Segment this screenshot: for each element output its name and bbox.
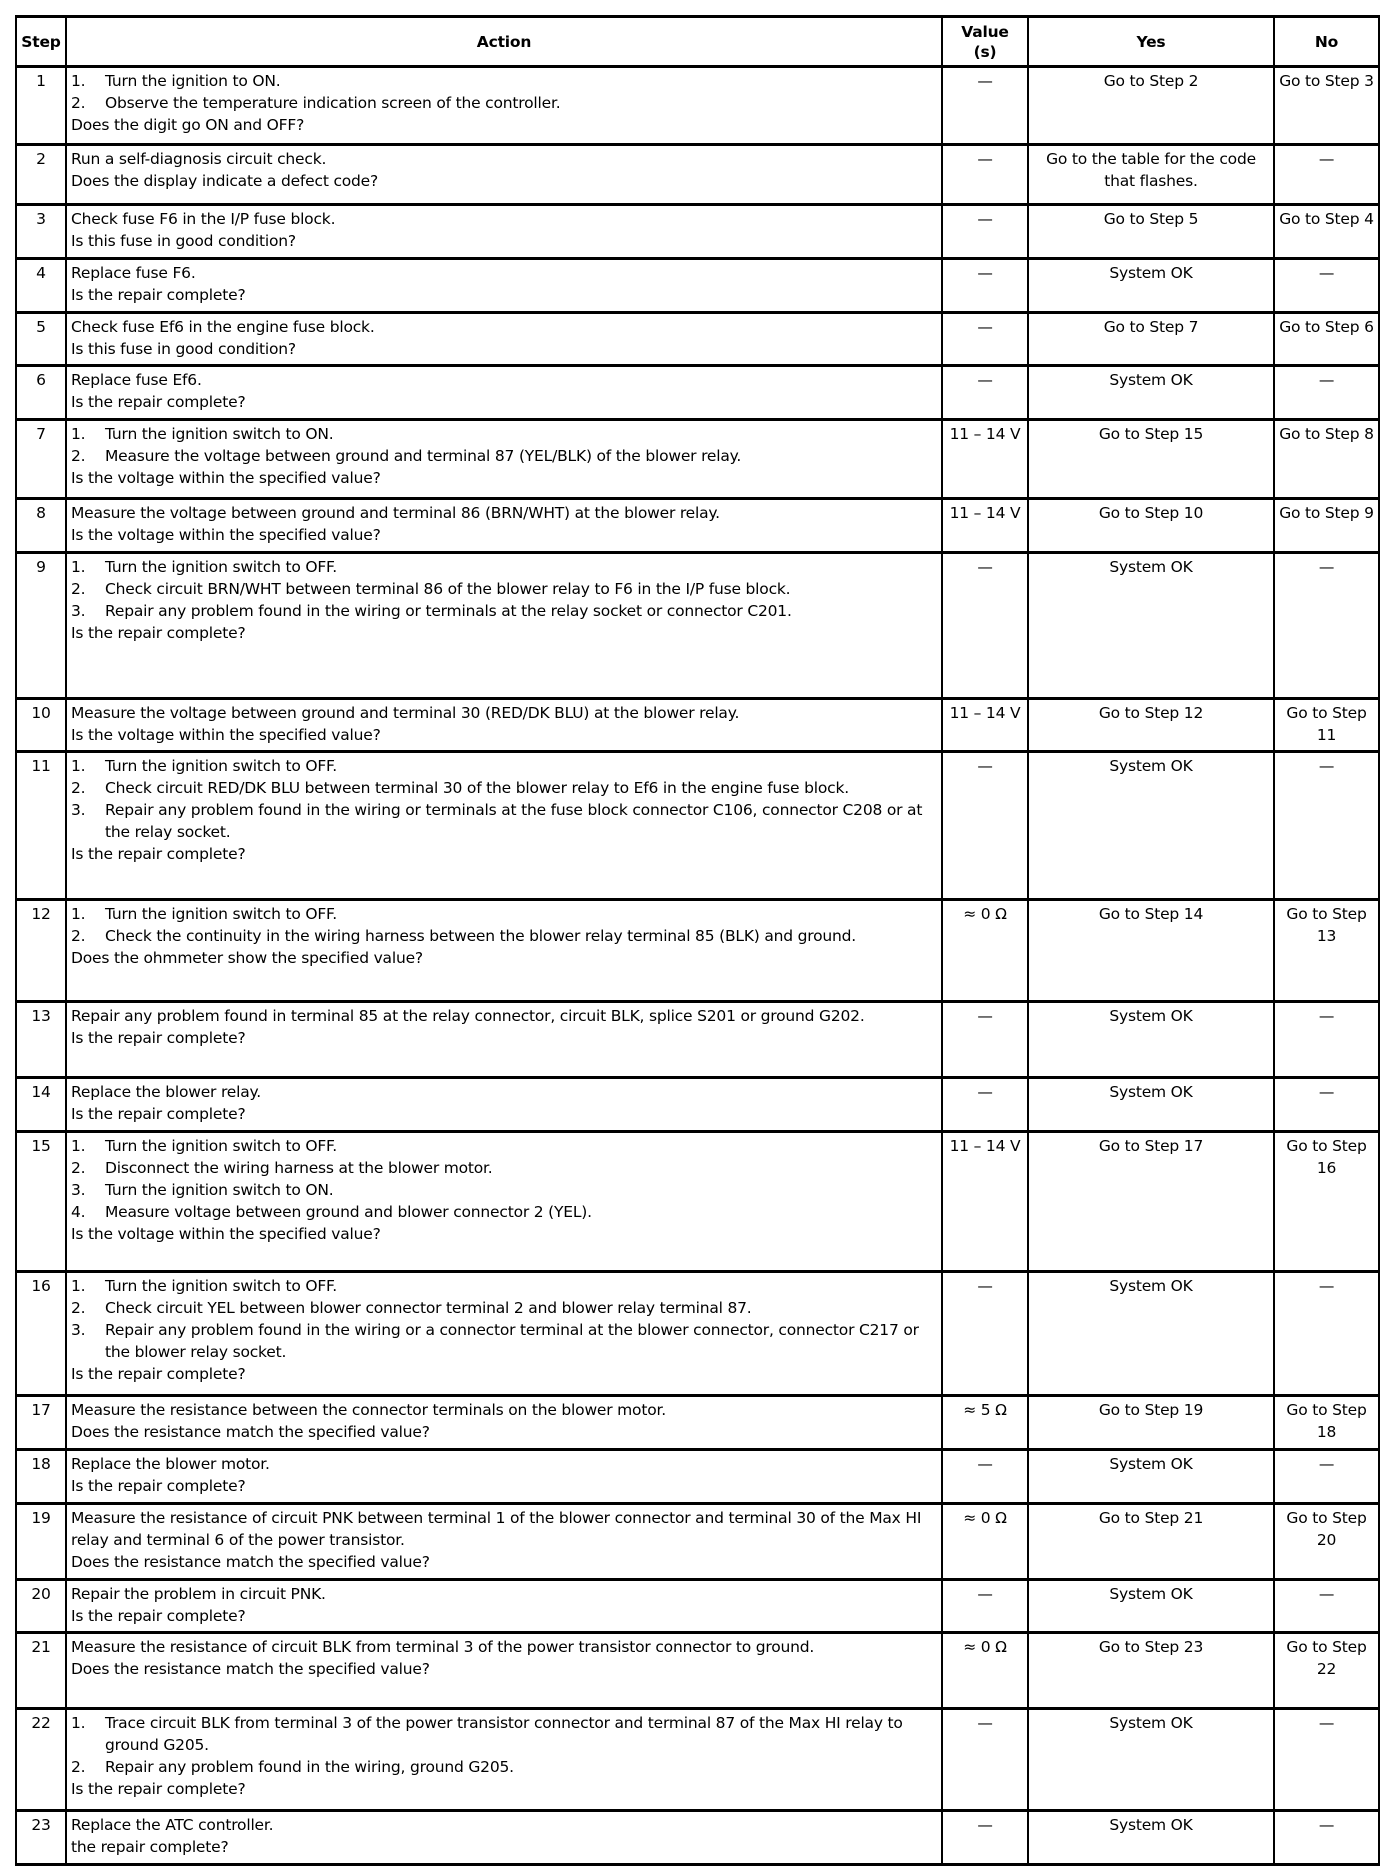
table-row: [16, 1132, 1379, 1272]
table-row: [16, 1633, 1379, 1709]
step-number: 3: [16, 205, 66, 259]
step-number: 7: [16, 420, 66, 499]
action-line: [71, 600, 937, 622]
list-text: Observe the temperature indication screen of the controller.: [105, 94, 561, 112]
yes-cell: Go to the table for the code that flashes.: [1028, 145, 1274, 205]
yes-cell: Go to Step 15: [1028, 420, 1274, 499]
value-cell: ≈ 0 Ω: [942, 1504, 1028, 1580]
no-cell: Go to Step 22: [1274, 1633, 1379, 1709]
table-row: [16, 900, 1379, 1002]
action-line: Is the repair complete?: [71, 624, 246, 642]
step-number: 20: [16, 1580, 66, 1633]
no-cell: —: [1274, 366, 1379, 420]
action-line: [71, 92, 937, 114]
action-line: [71, 925, 937, 947]
value-cell: ≈ 0 Ω: [942, 1633, 1028, 1709]
step-number: 5: [16, 313, 66, 366]
list-text: Check circuit BRN/WHT between terminal 86 of the blower relay to F6 in the I/P fuse block.: [105, 580, 791, 598]
step-number: 6: [16, 366, 66, 420]
step-number: 22: [16, 1709, 66, 1811]
action-cell: [66, 1002, 942, 1078]
value-cell: —: [942, 1078, 1028, 1132]
no-cell: —: [1274, 752, 1379, 900]
action-line: Does the display indicate a defect code?: [71, 172, 379, 190]
action-line: [71, 1756, 937, 1778]
table-row: [16, 1002, 1379, 1078]
action-line: [71, 445, 937, 467]
step-number: 10: [16, 699, 66, 752]
yes-cell: Go to Step 17: [1028, 1132, 1274, 1272]
table-row: [16, 553, 1379, 699]
table-row: [16, 313, 1379, 366]
yes-cell: System OK: [1028, 1002, 1274, 1078]
value-cell: —: [942, 752, 1028, 900]
action-line: [71, 799, 937, 843]
action-line: [71, 70, 937, 92]
action-cell: [66, 1811, 942, 1865]
action-cell: [66, 1580, 942, 1633]
list-number: 2.: [71, 447, 86, 465]
list-number: 3.: [71, 602, 86, 620]
list-number: 4.: [71, 1203, 86, 1221]
list-text: Repair any problem found in the wiring, ground G205.: [105, 1758, 514, 1776]
table-row: [16, 1811, 1379, 1865]
yes-cell: System OK: [1028, 1272, 1274, 1396]
list-number: 2.: [71, 927, 86, 945]
no-cell: —: [1274, 259, 1379, 313]
action-line: Measure the voltage between ground and terminal 30 (RED/DK BLU) at the blower relay.: [71, 704, 740, 722]
action-cell: [66, 205, 942, 259]
action-line: Replace fuse Ef6.: [71, 371, 202, 389]
step-number: 15: [16, 1132, 66, 1272]
step-number: 9: [16, 553, 66, 699]
table-row: [16, 259, 1379, 313]
action-line: [71, 1275, 937, 1297]
action-line: [71, 755, 937, 777]
header-action: Action: [66, 17, 942, 67]
value-cell: —: [942, 259, 1028, 313]
action-line: Is the repair complete?: [71, 1607, 246, 1625]
yes-cell: Go to Step 5: [1028, 205, 1274, 259]
value-cell: 11 – 14 V: [942, 499, 1028, 553]
value-cell: —: [942, 313, 1028, 366]
action-line: [71, 1319, 937, 1363]
no-cell: —: [1274, 1811, 1379, 1865]
yes-cell: System OK: [1028, 752, 1274, 900]
list-text: Measure the voltage between ground and terminal 87 (YEL/BLK) of the blower relay.: [105, 447, 742, 465]
yes-cell: Go to Step 7: [1028, 313, 1274, 366]
no-cell: —: [1274, 1580, 1379, 1633]
yes-cell: Go to Step 21: [1028, 1504, 1274, 1580]
action-line: Is the repair complete?: [71, 1477, 246, 1495]
no-cell: —: [1274, 553, 1379, 699]
list-number: 2.: [71, 1159, 86, 1177]
action-cell: [66, 752, 942, 900]
value-cell: ≈ 0 Ω: [942, 900, 1028, 1002]
no-cell: —: [1274, 1078, 1379, 1132]
table-row: [16, 67, 1379, 145]
action-line: Is the repair complete?: [71, 1105, 246, 1123]
list-text: Repair any problem found in the wiring or terminals at the relay socket or connector C201.: [105, 602, 792, 620]
list-text: Turn the ignition to ON.: [105, 72, 281, 90]
action-cell: [66, 900, 942, 1002]
action-line: Check fuse F6 in the I/P fuse block.: [71, 210, 336, 228]
list-text: Turn the ignition switch to ON.: [105, 425, 334, 443]
value-cell: ≈ 5 Ω: [942, 1396, 1028, 1450]
list-number: 3.: [71, 1321, 86, 1339]
table-row: [16, 420, 1379, 499]
list-number: 1.: [71, 757, 86, 775]
header-value: Value (s): [942, 17, 1028, 67]
table-row: [16, 366, 1379, 420]
action-line: [71, 1297, 937, 1319]
value-cell: —: [942, 145, 1028, 205]
action-line: [71, 423, 937, 445]
step-number: 1: [16, 67, 66, 145]
value-cell: 11 – 14 V: [942, 699, 1028, 752]
action-cell: [66, 313, 942, 366]
step-number: 17: [16, 1396, 66, 1450]
no-cell: Go to Step 8: [1274, 420, 1379, 499]
table-row: [16, 1078, 1379, 1132]
list-number: 1.: [71, 905, 86, 923]
step-number: 21: [16, 1633, 66, 1709]
list-text: Turn the ignition switch to OFF.: [105, 558, 338, 576]
action-line: Does the digit go ON and OFF?: [71, 116, 305, 134]
list-number: 1.: [71, 558, 86, 576]
no-cell: Go to Step 3: [1274, 67, 1379, 145]
action-cell: [66, 499, 942, 553]
step-number: 2: [16, 145, 66, 205]
action-line: Is the repair complete?: [71, 1365, 246, 1383]
list-number: 3.: [71, 801, 86, 819]
action-line: Is the repair complete?: [71, 1029, 246, 1047]
no-cell: —: [1274, 1450, 1379, 1504]
yes-cell: Go to Step 23: [1028, 1633, 1274, 1709]
action-line: [71, 1712, 937, 1756]
action-line: the repair complete?: [71, 1838, 229, 1856]
yes-cell: System OK: [1028, 1811, 1274, 1865]
action-cell: [66, 1132, 942, 1272]
action-cell: [66, 699, 942, 752]
step-number: 13: [16, 1002, 66, 1078]
no-cell: Go to Step 6: [1274, 313, 1379, 366]
table-row: [16, 1450, 1379, 1504]
action-line: Replace the blower motor.: [71, 1455, 270, 1473]
list-text: Repair any problem found in the wiring or terminals at the fuse block connector C106, connector C208 or at the relay socket.: [105, 801, 923, 841]
list-number: 2.: [71, 1758, 86, 1776]
list-text: Check circuit RED/DK BLU between terminal 30 of the blower relay to Ef6 in the engine fuse block.: [105, 779, 849, 797]
action-line: Does the resistance match the specified value?: [71, 1423, 430, 1441]
list-text: Turn the ignition switch to OFF.: [105, 757, 338, 775]
value-cell: —: [942, 366, 1028, 420]
list-number: 3.: [71, 1181, 86, 1199]
header-row: [16, 17, 1379, 67]
list-number: 2.: [71, 94, 86, 112]
yes-cell: System OK: [1028, 1580, 1274, 1633]
list-number: 1.: [71, 72, 86, 90]
list-text: Turn the ignition switch to ON.: [105, 1181, 334, 1199]
table-row: [16, 1709, 1379, 1811]
no-cell: Go to Step 9: [1274, 499, 1379, 553]
action-line: Replace fuse F6.: [71, 264, 196, 282]
no-cell: Go to Step 16: [1274, 1132, 1379, 1272]
step-number: 23: [16, 1811, 66, 1865]
action-line: Measure the resistance of circuit BLK from terminal 3 of the power transistor connector to ground.: [71, 1638, 815, 1656]
action-line: Is the repair complete?: [71, 286, 246, 304]
value-cell: 11 – 14 V: [942, 420, 1028, 499]
action-line: Is this fuse in good condition?: [71, 340, 296, 358]
header-yes: Yes: [1028, 17, 1274, 67]
list-text: Check circuit YEL between blower connector terminal 2 and blower relay terminal 87.: [105, 1299, 752, 1317]
value-cell: —: [942, 1002, 1028, 1078]
no-cell: Go to Step 4: [1274, 205, 1379, 259]
step-number: 11: [16, 752, 66, 900]
table-row: [16, 1580, 1379, 1633]
list-number: 1.: [71, 1137, 86, 1155]
yes-cell: Go to Step 12: [1028, 699, 1274, 752]
list-number: 1.: [71, 1714, 86, 1732]
list-number: 2.: [71, 1299, 86, 1317]
yes-cell: System OK: [1028, 1709, 1274, 1811]
action-line: Check fuse Ef6 in the engine fuse block.: [71, 318, 375, 336]
list-text: Trace circuit BLK from terminal 3 of the power transistor connector and terminal 87 of the Max HI relay to ground G205.: [105, 1714, 903, 1754]
no-cell: Go to Step 20: [1274, 1504, 1379, 1580]
action-cell: [66, 1709, 942, 1811]
table-row: [16, 1272, 1379, 1396]
table-row: [16, 499, 1379, 553]
action-line: Replace the ATC controller.: [71, 1816, 274, 1834]
list-number: 2.: [71, 779, 86, 797]
action-line: Does the resistance match the specified value?: [71, 1660, 430, 1678]
step-number: 4: [16, 259, 66, 313]
action-line: Is the voltage within the specified value?: [71, 1225, 381, 1243]
action-line: Does the ohmmeter show the specified value?: [71, 949, 423, 967]
yes-cell: Go to Step 14: [1028, 900, 1274, 1002]
header-no: No: [1274, 17, 1379, 67]
list-text: Turn the ignition switch to OFF.: [105, 1277, 338, 1295]
diagnostic-table: [15, 15, 1380, 1866]
list-number: 1.: [71, 425, 86, 443]
action-cell: [66, 1633, 942, 1709]
list-text: Check the continuity in the wiring harness between the blower relay terminal 85 (BLK) and ground.: [105, 927, 857, 945]
action-line: Is the voltage within the specified value?: [71, 726, 381, 744]
action-cell: [66, 259, 942, 313]
action-cell: [66, 1504, 942, 1580]
action-line: [71, 903, 937, 925]
value-cell: —: [942, 1450, 1028, 1504]
action-cell: [66, 145, 942, 205]
yes-cell: System OK: [1028, 366, 1274, 420]
action-cell: [66, 366, 942, 420]
value-cell: —: [942, 553, 1028, 699]
action-line: Repair any problem found in terminal 85 at the relay connector, circuit BLK, splice S201 or ground G202.: [71, 1007, 865, 1025]
yes-cell: System OK: [1028, 1450, 1274, 1504]
header-step: Step: [16, 17, 66, 67]
yes-cell: Go to Step 10: [1028, 499, 1274, 553]
action-cell: [66, 1450, 942, 1504]
action-line: Measure the voltage between ground and terminal 86 (BRN/WHT) at the blower relay.: [71, 504, 720, 522]
yes-cell: Go to Step 2: [1028, 67, 1274, 145]
list-text: Repair any problem found in the wiring or a connector terminal at the blower connector, connector C217 or the blower relay socket.: [105, 1321, 919, 1361]
no-cell: Go to Step 13: [1274, 900, 1379, 1002]
action-line: Measure the resistance of circuit PNK between terminal 1 of the blower connector and terminal 30 of the Max HI relay and terminal 6 of the power transistor.: [71, 1509, 922, 1549]
no-cell: —: [1274, 1002, 1379, 1078]
action-cell: [66, 67, 942, 145]
step-number: 8: [16, 499, 66, 553]
list-text: Turn the ignition switch to OFF.: [105, 1137, 338, 1155]
list-number: 1.: [71, 1277, 86, 1295]
yes-cell: System OK: [1028, 553, 1274, 699]
action-line: [71, 556, 937, 578]
action-line: [71, 1135, 937, 1157]
value-cell: —: [942, 1580, 1028, 1633]
action-line: Is the repair complete?: [71, 845, 246, 863]
value-cell: —: [942, 1811, 1028, 1865]
list-text: Turn the ignition switch to OFF.: [105, 905, 338, 923]
action-line: Measure the resistance between the connector terminals on the blower motor.: [71, 1401, 666, 1419]
table-row: [16, 145, 1379, 205]
no-cell: Go to Step 18: [1274, 1396, 1379, 1450]
table-row: [16, 1396, 1379, 1450]
action-cell: [66, 1078, 942, 1132]
table-row: [16, 1504, 1379, 1580]
no-cell: Go to Step 11: [1274, 699, 1379, 752]
action-cell: [66, 553, 942, 699]
action-line: Repair the problem in circuit PNK.: [71, 1585, 326, 1603]
value-cell: —: [942, 1709, 1028, 1811]
table-row: [16, 752, 1379, 900]
value-cell: —: [942, 67, 1028, 145]
action-line: [71, 1201, 937, 1223]
action-line: Is the repair complete?: [71, 393, 246, 411]
action-line: Run a self-diagnosis circuit check.: [71, 150, 327, 168]
action-line: [71, 1157, 937, 1179]
action-line: Replace the blower relay.: [71, 1083, 262, 1101]
yes-cell: Go to Step 19: [1028, 1396, 1274, 1450]
value-cell: 11 – 14 V: [942, 1132, 1028, 1272]
yes-cell: System OK: [1028, 1078, 1274, 1132]
action-line: [71, 578, 937, 600]
list-text: Disconnect the wiring harness at the blower motor.: [105, 1159, 493, 1177]
action-line: Is the repair complete?: [71, 1780, 246, 1798]
step-number: 18: [16, 1450, 66, 1504]
yes-cell: System OK: [1028, 259, 1274, 313]
action-line: Does the resistance match the specified value?: [71, 1553, 430, 1571]
action-line: Is this fuse in good condition?: [71, 232, 296, 250]
step-number: 12: [16, 900, 66, 1002]
action-line: Is the voltage within the specified value?: [71, 469, 381, 487]
action-cell: [66, 1396, 942, 1450]
step-number: 14: [16, 1078, 66, 1132]
value-cell: —: [942, 1272, 1028, 1396]
value-cell: —: [942, 205, 1028, 259]
list-number: 2.: [71, 580, 86, 598]
action-cell: [66, 420, 942, 499]
list-text: Measure voltage between ground and blower connector 2 (YEL).: [105, 1203, 592, 1221]
no-cell: —: [1274, 145, 1379, 205]
step-number: 19: [16, 1504, 66, 1580]
action-line: Is the voltage within the specified value?: [71, 526, 381, 544]
action-cell: [66, 1272, 942, 1396]
no-cell: —: [1274, 1709, 1379, 1811]
table-row: [16, 699, 1379, 752]
action-line: [71, 1179, 937, 1201]
table-row: [16, 205, 1379, 259]
no-cell: —: [1274, 1272, 1379, 1396]
step-number: 16: [16, 1272, 66, 1396]
action-line: [71, 777, 937, 799]
